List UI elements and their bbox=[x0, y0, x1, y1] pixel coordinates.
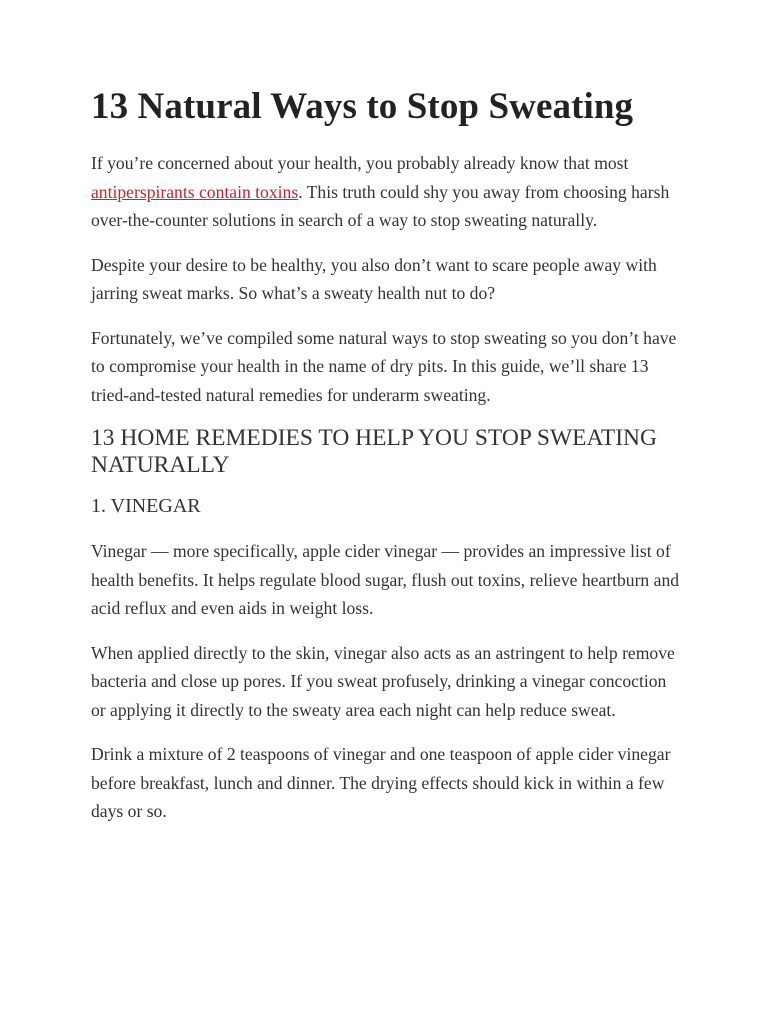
article-page bbox=[91, 84, 685, 842]
section-heading: 13 HOME REMEDIES TO HELP YOU STOP SWEATING NATURALLY bbox=[91, 425, 657, 478]
page-title: 13 Natural Ways to Stop Sweating bbox=[91, 86, 634, 127]
vinegar-paragraph-2: When applied directly to the skin, vinegar also acts as an astringent to help remove bacteria and close up pores. If you sweat profusely, drinking a vinegar concoction or applying it directly to the sweaty area each night can help reduce sweat. bbox=[91, 642, 675, 720]
intro-text-after-link: . This truth could shy you away from choosing harsh over-the-counter solutions in search of a way to stop sweating naturally. bbox=[91, 181, 670, 230]
subsection-heading-vinegar: 1. VINEGAR bbox=[91, 495, 201, 517]
vinegar-paragraph-3: Drink a mixture of 2 teaspoons of vinegar and one teaspoon of apple cider vinegar before breakfast, lunch and dinner. The drying effects should kick in within a few days or so. bbox=[91, 744, 671, 821]
intro-paragraph bbox=[91, 149, 685, 235]
antiperspirants-link[interactable]: antiperspirants contain toxins bbox=[91, 181, 299, 202]
vinegar-paragraph-1: Vinegar — more specifically, apple cider vinegar — provides an impressive list of health benefits. It helps regulate blood sugar, flush out toxins, relieve heartburn and acid reflux and even aids in weight loss. bbox=[91, 541, 680, 618]
intro-text-before-link: If you’re concerned about your health, you probably already know that most bbox=[91, 153, 629, 173]
paragraph-2: Despite your desire to be healthy, you also don’t want to scare people away with jarring sweat marks. So what’s a sweaty health nut to do? bbox=[91, 254, 657, 303]
paragraph-3: Fortunately, we’ve compiled some natural ways to stop sweating so you don’t have to compromise your health in the name of dry pits. In this guide, we’ll share 13 tried-and-tested natural remedies for underarm sweating. bbox=[91, 327, 677, 405]
